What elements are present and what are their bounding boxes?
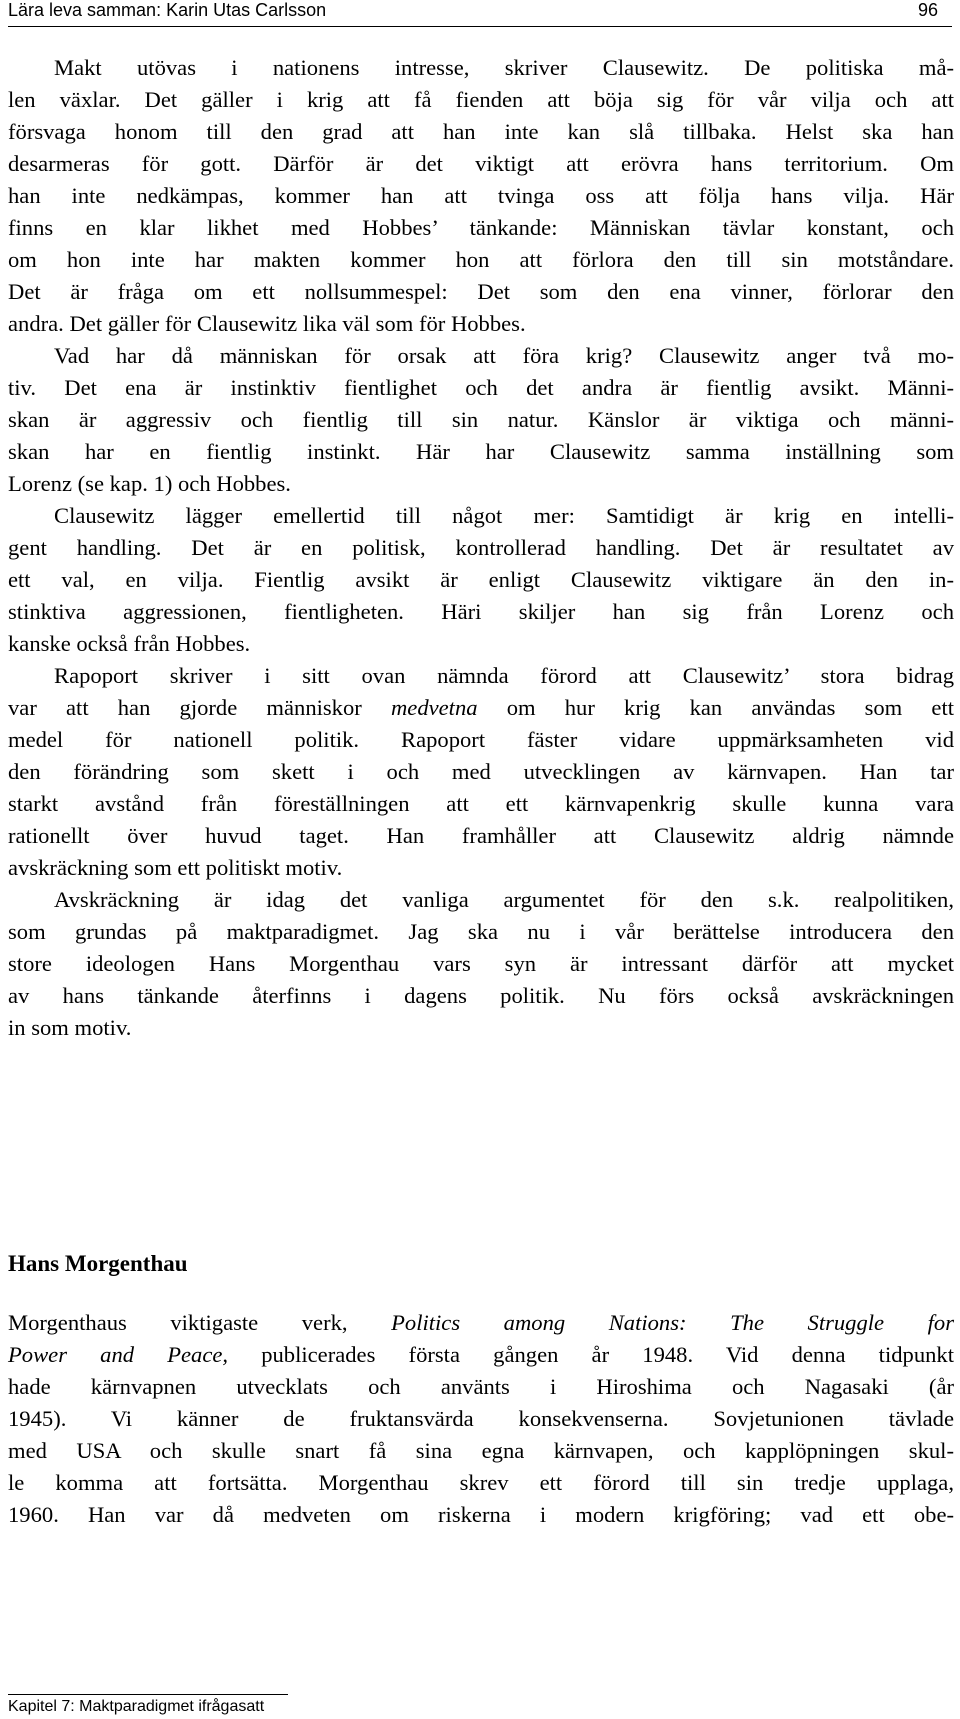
text-line: Clausewitz lägger emellertid till något mer: Samtidigt är krig en intelli- [54,503,954,528]
text-line: den förändring som skett i och med utvecklingen av kärnvapen. Han tar [8,759,954,784]
text-line: kanske också från Hobbes. [8,631,251,656]
text-line: Makt utövas i nationens intresse, skriver Clausewitz. De politiska må- [54,55,954,80]
body-text [8,52,954,1044]
text-line: försvaga honom till den grad att han inte kan slå tillbaka. Helst ska han [8,119,954,144]
book-title: Politics among Nations: The Struggle for [391,1310,954,1335]
text-line [8,1339,954,1371]
text-line: om hon inte har makten kommer hon att förlora den till sin motståndare. [8,247,954,272]
text-line: han inte nedkämpas, kommer han att tvinga oss att följa hans vilja. Här [8,183,954,208]
page-number: 96 [917,0,938,20]
text-line: in som motiv. [8,1015,132,1040]
text-line: som grundas på maktparadigmet. Jag ska nu i vår berättelse introducera den [8,919,954,944]
text-line: Rapoport skriver i sitt ovan nämnda förord att Clausewitz’ stora bidrag [54,663,954,688]
text-fragment: Morgenthaus viktigaste verk, [8,1310,392,1335]
text-line: Lorenz (se kap. 1) och Hobbes. [8,471,291,496]
text-line [8,692,954,724]
text-line: Det är fråga om ett nollsummespel: Det som den ena vinner, förlorar den [8,279,954,304]
text-line: gent handling. Det är en politisk, kontrollerad handling. Det är resultatet av [8,535,954,560]
text-line: 1945). Vi känner de fruktansvärda konsekvenserna. Sovjetunionen tävlade [8,1406,954,1431]
section-heading: Hans Morgenthau [8,1251,188,1276]
text-line: Vad har då människan för orsak att föra krig? Clausewitz anger två mo- [54,343,954,368]
text-line: skan har en fientlig instinkt. Här har Clausewitz samma inställning som [8,439,954,464]
text-fragment: var att han gjorde människor [8,695,391,720]
text-fragment: om hur krig kan användas som ett [477,695,954,720]
text-line: len växlar. Det gäller i krig att få fienden att böja sig för vår vilja och att [8,87,954,112]
text-line [8,1307,954,1339]
text-line: med USA och skulle snart få sina egna kärnvapen, och kapplöpningen skul- [8,1438,954,1463]
running-footer: Kapitel 7: Maktparadigmet ifrågasatt [8,1698,265,1715]
text-line: skan är aggressiv och fientlig till sin natur. Känslor är viktiga och männi- [8,407,954,432]
text-line: desarmeras för gott. Därför är det viktigt att erövra hans territorium. Om [8,151,954,176]
text-line: store ideologen Hans Morgenthau vars syn är intressant därför att mycket [8,951,954,976]
text-line: rationellt över huvud taget. Han framhåller att Clausewitz aldrig nämnde [8,823,954,848]
text-line: hade kärnvapnen utvecklats och använts i Hiroshima och Nagasaki (år [8,1374,954,1399]
text-line: tiv. Det ena är instinktiv fientlighet och det andra är fientlig avsikt. Männi- [8,375,954,400]
text-line: finns en klar likhet med Hobbes’ tänkande: Människan tävlar konstant, och [8,215,954,240]
text-line: av hans tänkande återfinns i dagens politik. Nu förs också avskräckningen [8,983,954,1008]
section-text [8,1307,954,1531]
text-line: le komma att fortsätta. Morgenthau skrev ett förord till sin tredje upplaga, [8,1470,954,1495]
text-line: medel för nationell politik. Rapoport fäster vidare uppmärksamheten vid [8,727,954,752]
book-title: Power and Peace, [8,1342,229,1367]
footer-divider [8,1694,288,1695]
text-line: Avskräckning är idag det vanliga argumentet för den s.k. realpolitiken, [54,887,954,912]
text-line: andra. Det gäller för Clausewitz lika väl som för Hobbes. [8,311,526,336]
text-line: ett val, en vilja. Fientlig avsikt är enligt Clausewitz viktigare än den in- [8,567,954,592]
text-fragment: publicerades första gången år 1948. Vid denna tidpunkt [228,1342,954,1367]
header-divider [8,26,952,27]
text-line: stinktiva aggressionen, fientligheten. Häri skiljer han sig från Lorenz och [8,599,954,624]
text-line: avskräckning som ett politiskt motiv. [8,855,343,880]
header-title: Lära leva samman: Karin Utas Carlsson [8,0,327,20]
text-line: 1960. Han var då medveten om riskerna i modern krigföring; vad ett obe- [8,1502,954,1527]
italic-term: medvetna [390,695,478,720]
running-header [8,0,948,22]
text-line: starkt avstånd från föreställningen att ett kärnvapenkrig skulle kunna vara [8,791,954,816]
